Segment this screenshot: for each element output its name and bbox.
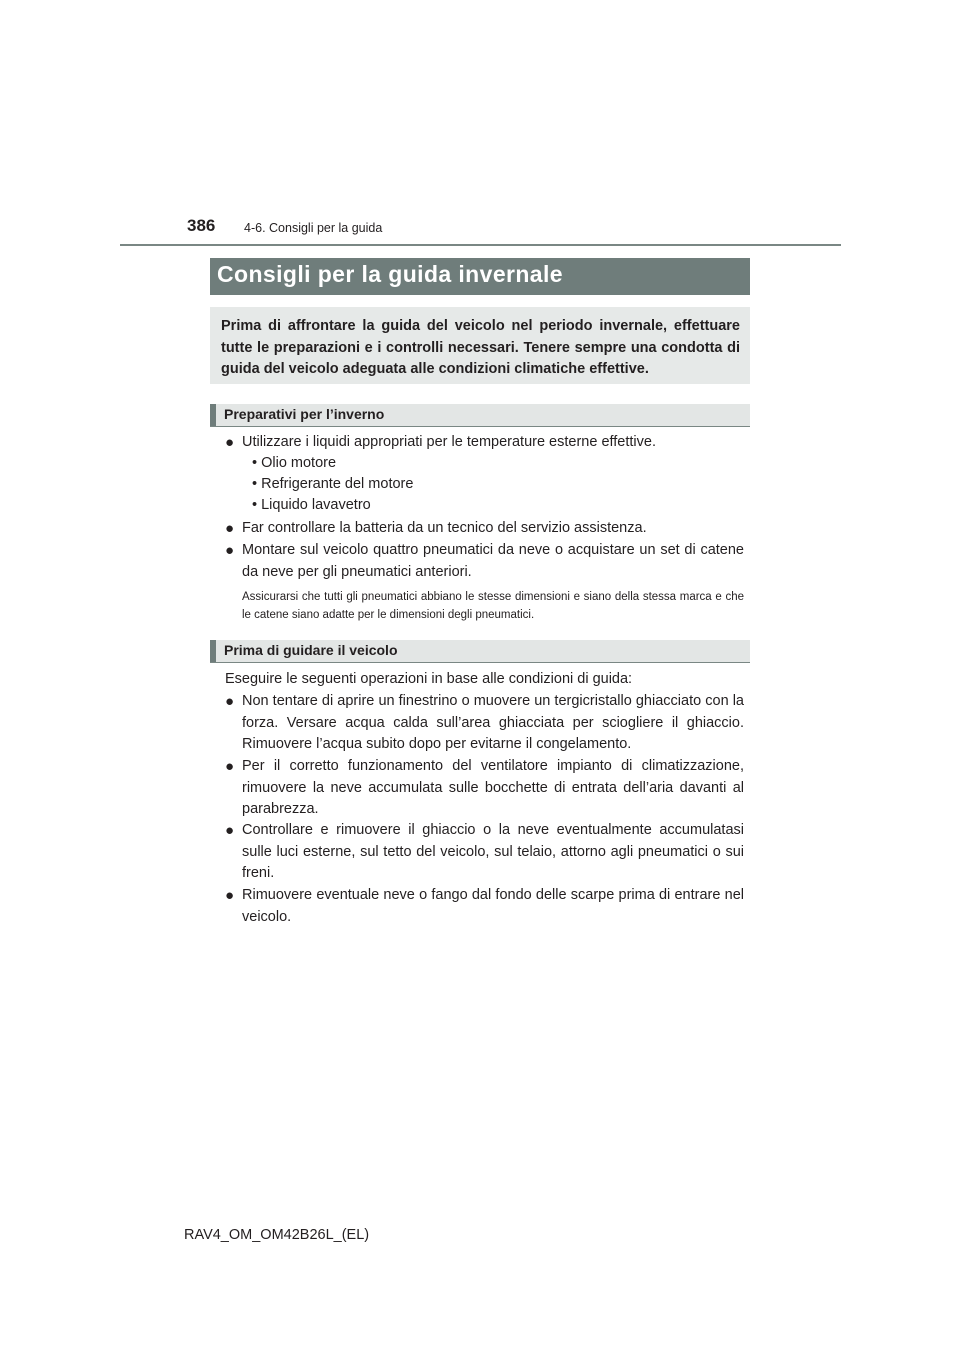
header-divider (120, 244, 841, 246)
section-heading-winter-preparation (210, 404, 750, 427)
section-heading-accent (210, 640, 216, 662)
sub-list-item: • Refrigerante del motore (252, 476, 414, 492)
bullet-icon: ● (225, 693, 235, 710)
section-heading-accent (210, 404, 216, 426)
intro-text: Prima di affrontare la guida del veicolo nel periodo invernale, effettuare tutte le preparazioni e i controlli necessari. Tenere sempre una condotta di guida del veicolo adeguata alle condizioni climatiche effettive. (221, 318, 740, 377)
bullet-icon: ● (225, 822, 235, 839)
list-item: Far controllare la batteria da un tecnico del servizio assistenza. (242, 520, 647, 536)
page-title: Consigli per la guida invernale (217, 261, 563, 287)
bullet-icon: ● (225, 434, 235, 451)
bullet-icon: ● (225, 542, 235, 559)
page-number: 386 (187, 216, 216, 235)
note-text: Assicurarsi che tutti gli pneumatici abbiano le stesse dimensioni e siano della stessa marca e che le catene siano adatte per le dimensioni degli pneumatici. (242, 591, 744, 621)
sub-list-item: • Olio motore (252, 455, 337, 471)
section-heading-label: Preparativi per l’inverno (224, 406, 385, 422)
section-heading-before-driving (210, 640, 750, 663)
list-item: Montare sul veicolo quattro pneumatici da neve o acquistare un set di catene da neve per gli pneumatici anteriori. (242, 542, 744, 580)
section-reference: 4-6. Consigli per la guida (244, 221, 383, 235)
bullet-icon: ● (225, 887, 235, 904)
section-heading-label: Prima di guidare il veicolo (224, 642, 398, 658)
list-item: Controllare e rimuovere il ghiaccio o la neve eventualmente accumulatasi sulle luci esterne, sul tetto del veicolo, sul telaio, attorno agli pneumatici o sui freni. (242, 822, 744, 881)
bullet-icon: ● (225, 520, 235, 537)
document-code-footer: RAV4_OM_OM42B26L_(EL) (184, 1227, 370, 1243)
bullet-icon: ● (225, 758, 235, 775)
list-item: Rimuovere eventuale neve o fango dal fondo delle scarpe prima di entrare nel veicolo. (242, 887, 744, 925)
intro-box (210, 307, 750, 384)
sub-list-item: • Liquido lavavetro (252, 497, 371, 513)
list-item: Per il corretto funzionamento del ventilatore impianto di climatizzazione, rimuovere la neve accumulata sulle bocchette di entrata dell’aria davanti al parabrezza. (242, 758, 744, 817)
page-title-bar (210, 258, 750, 295)
list-item: Utilizzare i liquidi appropriati per le temperature esterne effettive. (242, 434, 656, 450)
section-lead-text: Eseguire le seguenti operazioni in base alle condizioni di guida: (225, 671, 633, 687)
list-item: Non tentare di aprire un finestrino o muovere un tergicristallo ghiacciato con la forza. Versare acqua calda sull’area ghiacciata per sciogliere il ghiaccio. Rimuovere l’acqua subito dopo per evitarne il congelamento. (242, 693, 744, 752)
